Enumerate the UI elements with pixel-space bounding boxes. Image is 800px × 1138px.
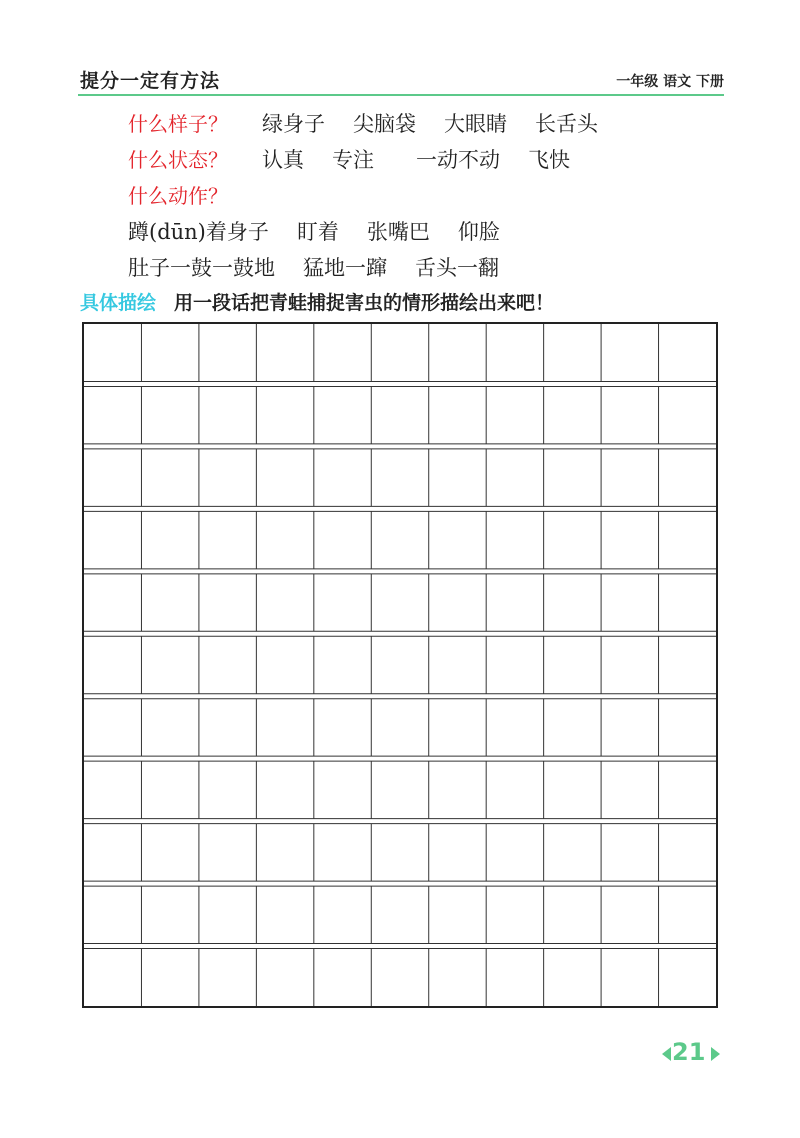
answer-word: 专注 — [332, 148, 374, 172]
answer-group — [262, 112, 626, 136]
action-word: 肚子一鼓一鼓地 — [128, 256, 275, 280]
action-word: 仰脸 — [457, 220, 500, 244]
grade-info: 一年级 语文 下册 — [616, 74, 724, 90]
action-word: 张嘴巴 — [366, 220, 430, 244]
answer-word: 长舌头 — [535, 112, 598, 136]
question-line-action — [128, 180, 228, 209]
writing-grid[interactable] — [82, 322, 718, 1008]
action-word: 舌头一翻 — [415, 256, 499, 280]
page-number-text: 21 — [672, 1038, 706, 1066]
header-divider — [78, 94, 724, 96]
page-number — [660, 1038, 705, 1066]
question-label: 什么动作？ — [128, 184, 228, 208]
answer-word: 大眼睛 — [444, 112, 507, 136]
action-line-1 — [128, 216, 500, 246]
answer-word: 认真 — [262, 148, 304, 172]
action-word: 盯着 — [296, 220, 339, 244]
action-word: 猛地一蹿 — [303, 256, 387, 280]
task-tag: 具体描绘 — [80, 292, 157, 314]
writing-grid-lines — [84, 324, 716, 1006]
answer-word: 一动不动 — [416, 148, 500, 172]
answer-word: 绿身子 — [262, 112, 325, 136]
task-instruction: 用一段话把青蛙捕捉害虫的情形描绘出来吧！ — [174, 292, 555, 314]
question-label: 什么样子？ — [128, 112, 228, 136]
page-header-title: 提分一定有方法 — [80, 70, 221, 92]
question-label: 什么状态？ — [128, 148, 228, 172]
page-arrow-right-icon — [711, 1047, 720, 1061]
answer-group — [262, 148, 598, 172]
task-prompt — [80, 288, 554, 315]
answer-word: 尖脑袋 — [353, 112, 416, 136]
question-line-appearance — [128, 108, 626, 138]
action-word: 蹲(dūn)着身子 — [128, 220, 269, 244]
action-line-2 — [128, 252, 499, 282]
question-line-state — [128, 144, 598, 174]
answer-word: 飞快 — [528, 148, 570, 172]
